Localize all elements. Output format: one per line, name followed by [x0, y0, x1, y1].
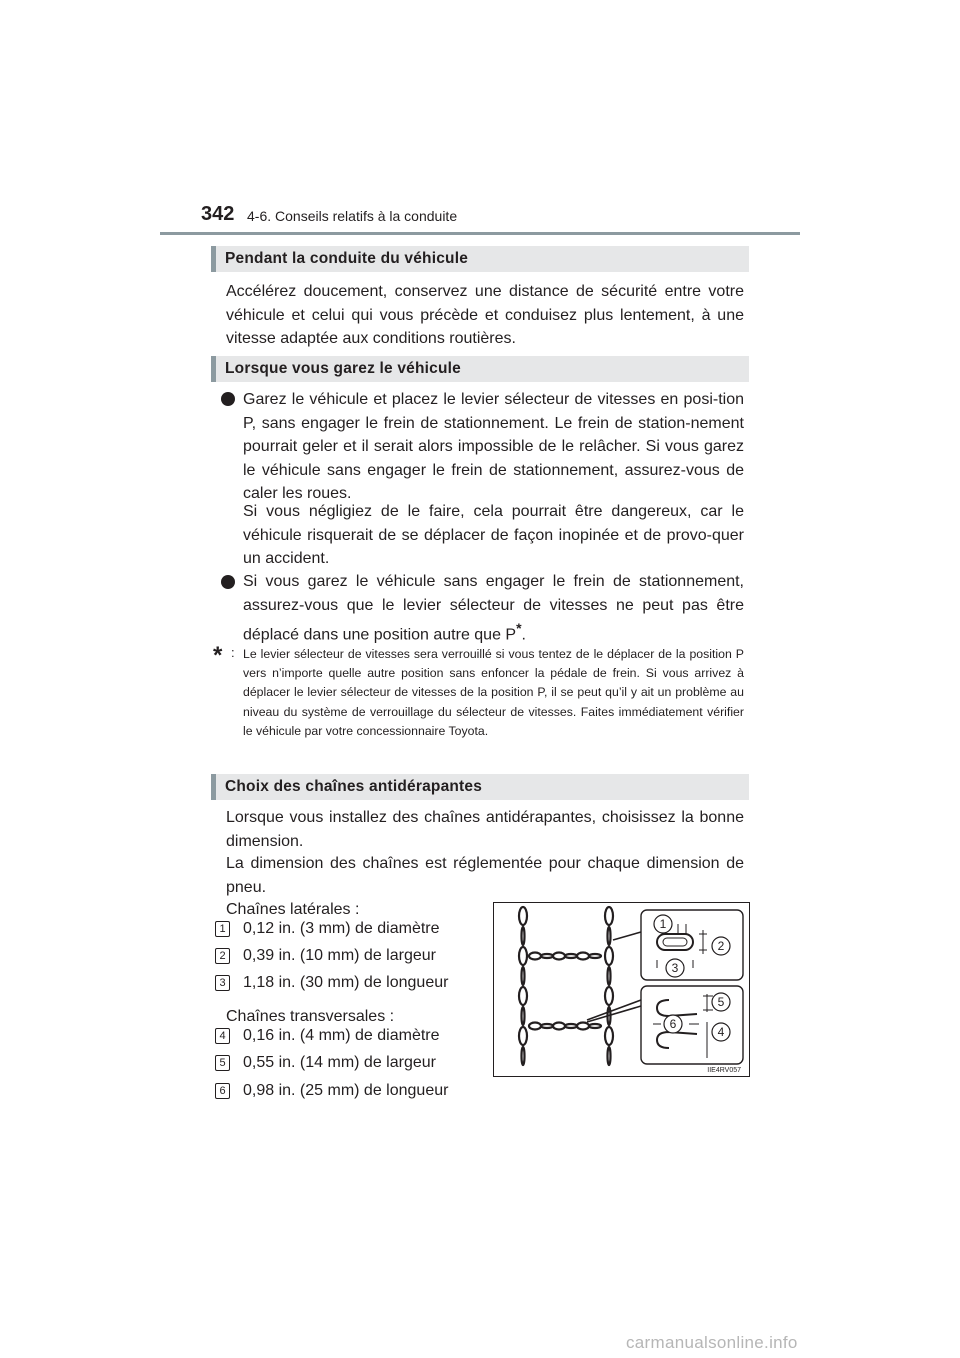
callout-label: 3 [671, 961, 679, 975]
callout-number: 5 [215, 1055, 230, 1071]
side-chain-spec: 0,39 in. (10 mm) de largeur [243, 947, 436, 964]
footnote-mark: * [516, 620, 522, 636]
snow-chain-diagram [493, 902, 750, 1077]
bullet-icon [221, 392, 235, 406]
callout-number: 2 [215, 948, 230, 964]
callout-number: 4 [215, 1028, 230, 1044]
section-heading-text: Pendant la conduite du véhicule [225, 250, 469, 267]
parking-bullet-1: Garez le véhicule et placez le levier sélecteur de vitesses en posi-tion P, sans engager le frein de stationnement. Le frein de station-nement pourrait geler et il serait alors impossible de le relâcher. Si vous garez le véhicule sans engager le frein de stationnement, assurez-vous de caler les roues. [243, 391, 744, 502]
side-chain-spec: 0,12 in. (3 mm) de diamètre [243, 920, 440, 937]
section-heading-chains [211, 774, 749, 800]
cross-chain-spec: 0,98 in. (25 mm) de longueur [243, 1082, 449, 1099]
footnote-star: * [213, 642, 223, 669]
parking-bullet-2 [243, 570, 744, 647]
driving-paragraph: Accélérez doucement, conservez une distance de sécurité entre votre véhicule et celui qui vous précède et conduisez plus lentement, à une vitesse adaptée aux conditions routières. [226, 283, 744, 347]
cross-chains-label: Chaînes transversales : [226, 1008, 395, 1025]
header-rule [160, 232, 800, 235]
section-heading-parking [211, 356, 749, 382]
cross-chain-spec: 0,55 in. (14 mm) de largeur [243, 1054, 436, 1071]
callout-label: 1 [659, 917, 667, 931]
callout-label: 5 [717, 995, 725, 1009]
callout-number: 3 [215, 975, 230, 991]
page-number: 342 [201, 203, 235, 225]
callout-label: 2 [717, 939, 725, 953]
footnote-text: Le levier sélecteur de vitesses sera verrouillé si vous tentez de le déplacer de la position P vers n’importe quelle autre position sans enfoncer la pédale de frein. Si vous arrivez à déplacer le levier sélecteur de vitesses de la position P, il se peut qu’il y ait un problème au niveau du système de verrouillage du sélecteur de vitesses. Faites immédiatement vérifier le véhicule par votre concessionnaire Toyota. [243, 647, 744, 738]
section-heading-text: Choix des chaînes antidérapantes [225, 778, 483, 795]
parking-bullet-2-text: Si vous garez le véhicule sans engager le frein de stationnement, assurez-vous que le levier sélecteur de vitesses ne peut pas être déplacé dans une position autre que P [243, 573, 744, 644]
cross-chain-spec: 0,16 in. (4 mm) de diamètre [243, 1027, 440, 1044]
side-chain-spec: 1,18 in. (30 mm) de longueur [243, 974, 449, 991]
callout-number: 1 [215, 921, 230, 937]
parking-bullet-2-end: . [521, 626, 526, 644]
section-heading-text: Lorsque vous garez le véhicule [225, 360, 461, 377]
footnote-colon: : [231, 645, 235, 660]
callout-label: 4 [717, 1025, 725, 1039]
chains-paragraph-1: Lorsque vous installez des chaînes antidérapantes, choisissez la bonne dimension. [226, 809, 744, 850]
parking-bullet-1-continuation: Si vous négligiez de le faire, cela pourrait être dangereux, car le véhicule risquerait de se déplacer de façon inopinée et de provo-quer un accident. [243, 503, 744, 567]
watermark: carmanualsonline.info [626, 1333, 798, 1352]
chapter-title: 4-6. Conseils relatifs à la conduite [247, 208, 458, 224]
side-chains-label: Chaînes latérales : [226, 901, 360, 918]
figure-code: IIE4RV057 [707, 1067, 741, 1074]
callout-label: 6 [669, 1017, 677, 1031]
callout-number: 6 [215, 1083, 230, 1099]
chains-paragraph-2: La dimension des chaînes est réglementée pour chaque dimension de pneu. [226, 855, 744, 896]
bullet-icon [221, 575, 235, 589]
section-heading-driving [211, 246, 749, 272]
